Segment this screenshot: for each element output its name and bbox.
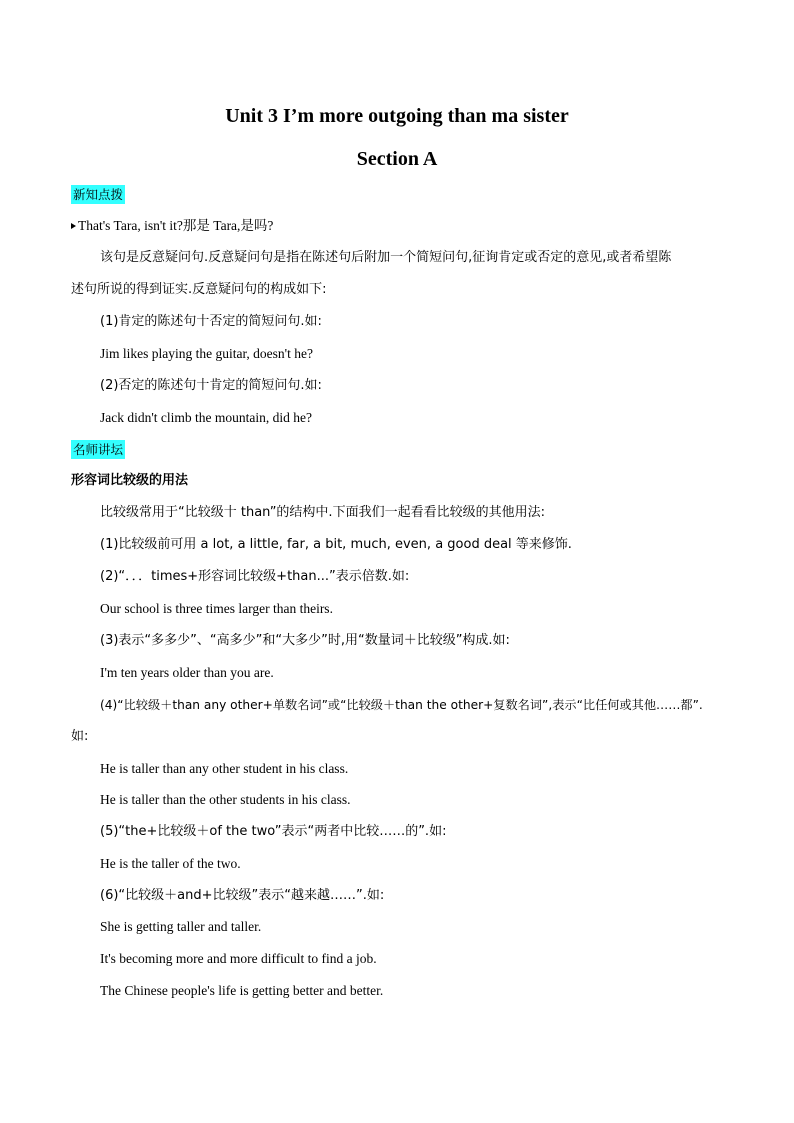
section-heading: Section A — [356, 148, 438, 170]
example-sentence: Jack didn't climb the mountain, did he? — [100, 410, 313, 425]
page-title: Unit 3 I’m more outgoing than ma sister — [225, 105, 569, 127]
paragraph-line: 该句是反意疑问句.反意疑问句是指在陈述句后附加一个简短问句,征询肯定或否定的意见,或者希望陈 — [100, 250, 672, 265]
tag-teacher-talk: 名师讲坛 — [73, 442, 124, 457]
tag-new-knowledge: 新知点拨 — [73, 187, 124, 202]
list-item: (5)“the+比较级＋of the two”表示“两者中比较……的”.如: — [100, 824, 447, 839]
example-sentence: It's becoming more and more difficult to find a job. — [100, 951, 377, 966]
list-item: (6)“比较级＋and+比较级”表示“越来越……”.如: — [100, 888, 385, 903]
paragraph-line: 比较级常用于“比较级十 than”的结构中.下面我们一起看看比较级的其他用法: — [100, 505, 545, 520]
example-sentence: He is taller than the other students in his class. — [100, 792, 351, 807]
paragraph-line: 述句所说的得到证实.反意疑问句的构成如下: — [71, 282, 327, 297]
subheading: 形容词比较级的用法 — [71, 473, 189, 488]
paragraph-line: 如: — [71, 729, 89, 744]
triangle-bullet-icon — [71, 223, 76, 229]
list-item: (2)否定的陈述句十肯定的简短问句.如: — [100, 378, 322, 393]
list-item: (1)肯定的陈述句十否定的简短问句.如: — [100, 314, 322, 329]
example-sentence: I'm ten years older than you are. — [100, 665, 274, 680]
sentence-intro-text: That's Tara, isn't it?那是 Tara,是吗? — [78, 218, 274, 233]
list-item: (3)表示“多多少”、“高多少”和“大多少”时,用“数量词＋比较级”构成.如: — [100, 633, 510, 648]
sentence-intro — [71, 217, 273, 235]
example-sentence: Our school is three times larger than theirs. — [100, 601, 333, 616]
list-item: (2)“．．．times+形容词比较级+than...”表示倍数.如: — [100, 569, 410, 584]
example-sentence: She is getting taller and taller. — [100, 919, 262, 934]
example-sentence: He is the taller of the two. — [100, 856, 241, 871]
list-item: (1)比较级前可用 a lot, a little, far, a bit, much, even, a good deal 等来修饰. — [100, 537, 572, 552]
example-sentence: The Chinese people's life is getting better and better. — [100, 983, 384, 998]
example-sentence: He is taller than any other student in his class. — [100, 761, 349, 776]
example-sentence: Jim likes playing the guitar, doesn't he? — [100, 346, 313, 361]
list-item: (4)“比较级＋than any other+单数名词”或“比较级＋than the other+复数名词”,表示“比任何或其他……都”. — [100, 698, 703, 712]
